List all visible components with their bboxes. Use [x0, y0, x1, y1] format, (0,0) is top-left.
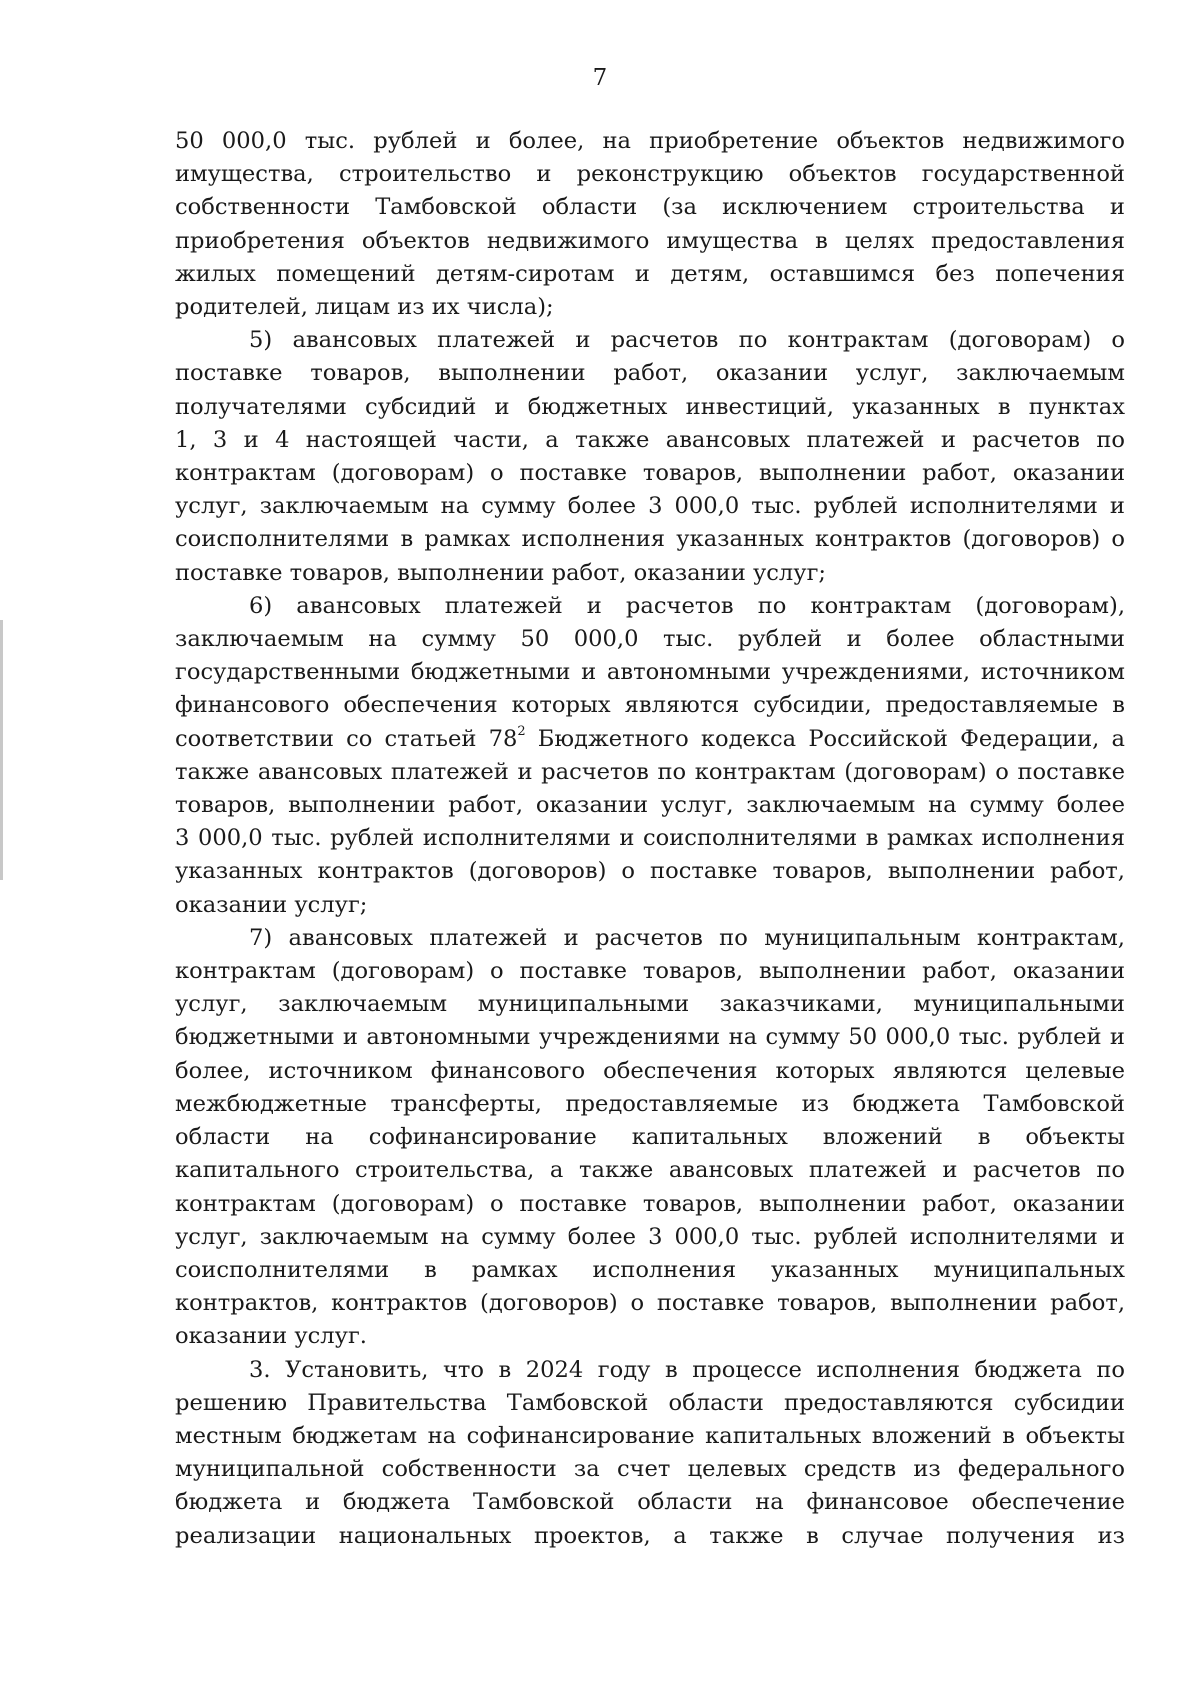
- text-line: имущества, строительство и реконструкцию объектов государственной: [175, 161, 1125, 188]
- text-line: оказании услуг.: [175, 1323, 367, 1350]
- text-line: более, источником финансового обеспечения которых являются целевые: [175, 1057, 1125, 1084]
- text-line: 50 000,0 тыс. рублей и более, на приобретение объектов недвижимого: [175, 128, 1125, 154]
- text-line: услуг, заключаемым на сумму более 3 000,0 тыс. рублей исполнителями и: [175, 493, 1125, 520]
- text-line: соисполнителями в рамках исполнения указанных контрактов (договоров) о: [175, 526, 1125, 553]
- text-line-first: 7) авансовых платежей и расчетов по муниципальным контрактам,: [249, 924, 1125, 951]
- paragraph-item-7: [175, 922, 1125, 1354]
- text-line: муниципальной собственности за счет целевых средств из федерального: [175, 1456, 1125, 1483]
- text-line: соисполнителями в рамках исполнения указанных муниципальных: [175, 1256, 1125, 1283]
- text-line: товаров, выполнении работ, оказании услуг, заключаемым на сумму более: [175, 792, 1125, 819]
- text-line-with-superscript: [175, 723, 1125, 756]
- text-line: приобретения объектов недвижимого имущества в целях предоставления: [175, 227, 1125, 254]
- text-line: бюджета и бюджета Тамбовской области на финансовое обеспечение: [175, 1489, 1125, 1516]
- paragraph-item-6: [175, 590, 1125, 922]
- text-line: услуг, заключаемым на сумму более 3 000,0 тыс. рублей исполнителями и: [175, 1223, 1125, 1250]
- text-line: указанных контрактов (договоров) о поставке товаров, выполнении работ,: [175, 858, 1125, 885]
- text-line: межбюджетные трансферты, предоставляемые из бюджета Тамбовской: [175, 1090, 1125, 1117]
- paragraph-continuation: [175, 125, 1125, 324]
- text-line: контрактам (договорам) о поставке товаров, выполнении работ, оказании: [175, 460, 1125, 487]
- text-fragment: соответствии со статьей 78: [175, 725, 518, 752]
- text-line: финансового обеспечения которых являются субсидии, предоставляемые в: [175, 692, 1125, 719]
- text-line-first: 5) авансовых платежей и расчетов по контрактам (договорам) о: [249, 327, 1125, 354]
- text-line: также авансовых платежей и расчетов по контрактам (договорам) о поставке: [175, 758, 1125, 785]
- text-line: местным бюджетам на софинансирование капитальных вложений в объекты: [175, 1422, 1125, 1449]
- text-line: получателями субсидий и бюджетных инвестиций, указанных в пунктах: [175, 393, 1125, 420]
- superscript: 2: [517, 723, 526, 739]
- text-fragment: Бюджетного кодекса Российской Федерации, а: [525, 725, 1125, 752]
- text-line: бюджетными и автономными учреждениями на сумму 50 000,0 тыс. рублей и: [175, 1024, 1125, 1051]
- text-line: родителей, лицам из их числа);: [175, 294, 554, 321]
- page-number: 7: [592, 65, 608, 91]
- paragraph-item-5: [175, 324, 1125, 590]
- text-line: собственности Тамбовской области (за исключением строительства и: [175, 194, 1125, 221]
- text-line: услуг, заключаемым муниципальными заказчиками, муниципальными: [175, 991, 1125, 1018]
- text-line-first: 6) авансовых платежей и расчетов по контрактам (договорам),: [249, 592, 1125, 619]
- text-line: 3 000,0 тыс. рублей исполнителями и соисполнителями в рамках исполнения: [175, 825, 1125, 852]
- text-line: поставке товаров, выполнении работ, оказании услуг;: [175, 559, 827, 586]
- text-line: реализации национальных проектов, а также в случае получения из: [175, 1522, 1125, 1549]
- text-line: решению Правительства Тамбовской области предоставляются субсидии: [175, 1389, 1125, 1416]
- text-line: области на софинансирование капитальных вложений в объекты: [175, 1124, 1125, 1151]
- text-line: контрактам (договорам) о поставке товаров, выполнении работ, оказании: [175, 958, 1125, 985]
- text-line: 1, 3 и 4 настоящей части, а также авансовых платежей и расчетов по: [175, 426, 1125, 453]
- text-line: государственными бюджетными и автономными учреждениями, источником: [175, 659, 1125, 686]
- text-line-first: 3. Установить, что в 2024 году в процессе исполнения бюджета по: [249, 1356, 1125, 1383]
- scan-edge-mark: [0, 620, 3, 880]
- paragraph-clause-3: [175, 1354, 1125, 1553]
- document-body: [175, 125, 1125, 1553]
- text-line: жилых помещений детям-сиротам и детям, оставшимся без попечения: [175, 260, 1125, 287]
- text-line: поставке товаров, выполнении работ, оказании услуг, заключаемым: [175, 360, 1125, 387]
- text-line: контрактов, контрактов (договоров) о поставке товаров, выполнении работ,: [175, 1290, 1125, 1317]
- text-line: заключаемым на сумму 50 000,0 тыс. рублей и более областными: [175, 626, 1125, 653]
- text-line: капитального строительства, а также авансовых платежей и расчетов по: [175, 1157, 1125, 1184]
- text-line: контрактам (договорам) о поставке товаров, выполнении работ, оказании: [175, 1190, 1125, 1217]
- text-line: оказании услуг;: [175, 891, 368, 918]
